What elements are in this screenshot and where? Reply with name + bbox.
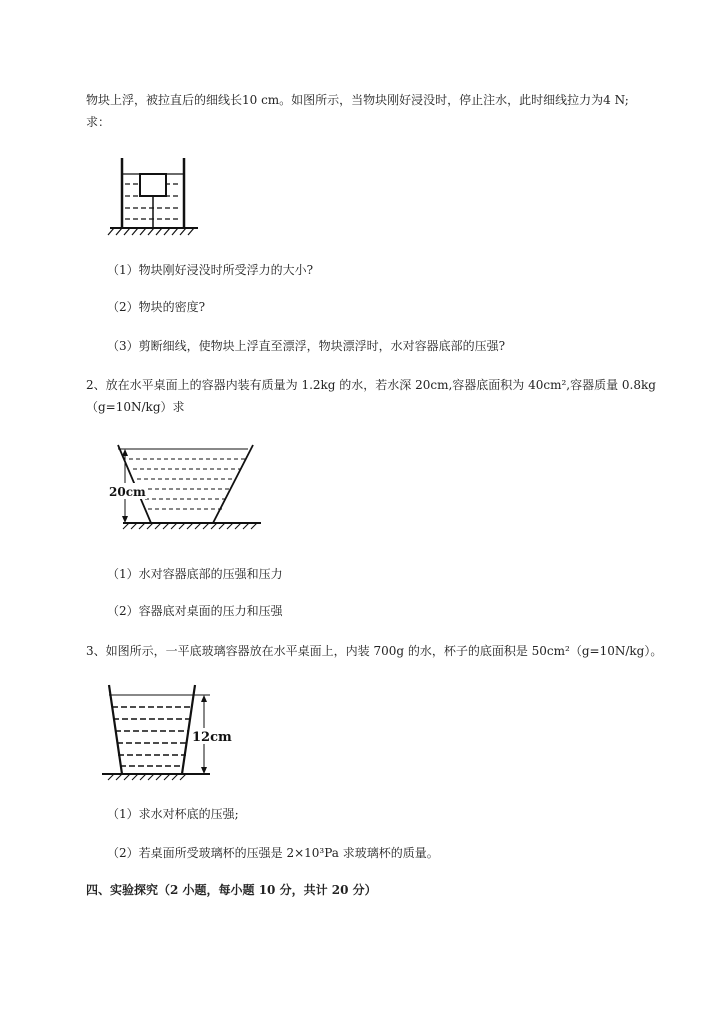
q1-part-3: （3）剪断细线，使物块上浮直至漂浮，物块漂浮时，水对容器底部的压强? [107,339,506,353]
figure-2-depth-label: 20cm [109,485,146,499]
intro-line-2: 求： [86,115,111,129]
q3-part-2: （2）若桌面所受玻璃杯的压强是 2×10³Pa 求玻璃杯的质量。 [107,846,439,860]
q3-line-1: 3、如图所示，一平底玻璃容器放在水平桌面上，内装 700g 的水，杯子的底面积是 50cm²（g=10N/kg）。 [86,644,663,658]
figure-3-depth-label: 12cm [192,730,232,745]
q2-line-2: （g=10N/kg）求 [86,400,185,414]
q2-part-1: （1）水对容器底部的压强和压力 [107,567,283,581]
section-4-heading: 四、实验探究（2 小题，每小题 10 分，共计 20 分） [86,883,377,897]
intro-line-1: 物块上浮，被拉直后的细线长10 cm。如图所示，当物块刚好浸没时，停止注水，此时细线拉力为4 N; [86,93,629,107]
q1-part-2: （2）物块的密度? [107,300,206,314]
figure-2-flared-container [103,443,263,531]
q2-line-1: 2、放在水平桌面上的容器内装有质量为 1.2kg 的水，若水深 20cm,容器底面积为 40cm²,容器质量 0.8kg [86,378,656,392]
q3-part-1: （1）求水对杯底的压强; [107,807,239,821]
q1-part-1: （1）物块刚好浸没时所受浮力的大小? [107,263,314,277]
figure-3-glass-cup [100,680,250,780]
q2-part-2: （2）容器底对桌面的压力和压强 [107,604,283,618]
figure-1-container-with-block [108,156,208,238]
